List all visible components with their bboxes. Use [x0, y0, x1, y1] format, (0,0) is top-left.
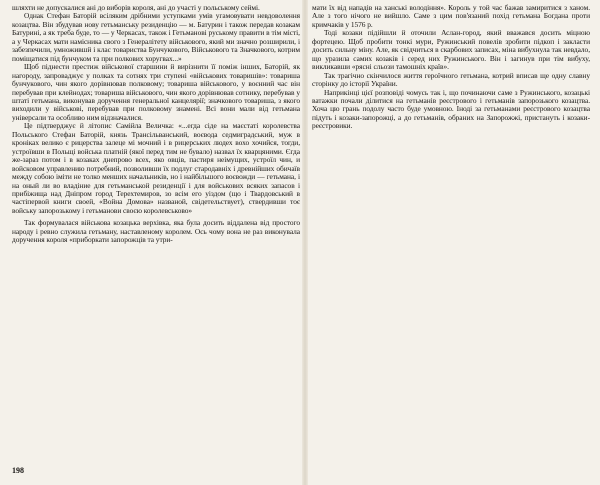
left-page: [12, 4, 300, 245]
page-number: 198: [12, 466, 24, 475]
book-gutter: [302, 0, 308, 485]
right-paragraph-1: мати їх від нападів на ханські володіння». Король у той час бажав замиритися з ханом. Але з того нічого не вийшло. Саме з цим пов'язаний похід гетьмана Богдана проти кримчаків у 1576 р.: [312, 3, 590, 29]
right-paragraph-3: Так трагічно скінчилося життя героїчного гетьмана, котрий вписав ще одну славну сторінку до історії України.: [312, 70, 590, 89]
left-paragraph-3: Щоб піднести престиж військової старшини й вирізнити її поміж інших, Баторій, як нагороду, запроваджує у полках та сотнях три ступені «військових товаришів»: товариша бунчукового, чин якого дорівнював полковому; товариша військового, у воєнний час він перебував при клейнодах; товариша військового, чин якого дорівнював сотнику, перебував у штаті гетьмана, виконував доручення генеральної канцелярії; значкового товариша, з якого виходили у військові, перебував при полковому знамені. Всі вони мали від гетьмана універсали та особливо ним відзначалися.: [12, 62, 300, 122]
left-paragraph-2: Однак Стефан Баторій всіляким дрібними уступками умів угамовувати невдоволення козацтва. Він збудував нову гетьманську резиденцію — м. Батурин і також передав козакам Батурині, а як треба буде, то — у Черкасах, також і Гетьманові руському правити в тім місті, а у Черкасах мати намісника свого з Генералітету військового, який ми значно розширили, і забезпечили, умножившй і клас товариства Бунчукового, Військового та Значкового, котрим поміщатися під бунчуком та при полкових хоругвах...»: [12, 11, 300, 63]
left-paragraph-4: Це підтверджує й літопис Самійла Величка: «...егда сіде на маєстаті королевства Польського Стефан Баторій, князь Трансільванський, воєвода седмиградський, муж в кроніках велико є рицерства залеце мі мочний і в рицерських людех вохо хочийся, тогди, устроївши в Польщі войська платній (якої перед тим не бувало) назвал їх кварцяними. Єгда же-зараз потом і в козаках днепрово всех, яко овців, пастиря неімущих, устроїл чин, и войсковом управлению потребний, позволивши їх подлуг стародавніх і древнійших обичаїв между собою іміти не толко менших начальників, но і найбільшого воєвожди — гетьмана, і на оный ли во владіние для гетьманськой резиденції і для войськових всяких запасов і прибіжища над Дніпром город Терехтемиров, зо всім его уіздом (що і Твардовський в частіпервой книги своей, «Война Домова» названой, свідетельствует), ствердивши тоє войську запорозькому і гетьманови своєю королевськово»: [12, 121, 300, 215]
right-paragraph-4: Наприкінці цієї розповіді чомусь так і, що починаючи саме з Ружинського, козацькі ватажки почали ділитися на гетьманів реєстрового і гетьманів запорозького козацтва. Хоча цю грань подолу часто буде умовною. Іноді за гетьманами реєстрового козацтва підуть і козаки-запорожці, а до гетьманів, обраних на Запорожжі, пристануть і козаки-реєстровики.: [312, 87, 590, 131]
right-page: [312, 4, 590, 131]
left-paragraph-5: Так формувалася військова козацька верхівка, яка була досить віддалена від простого народу і ревно служила гетьману, наставленому королем. Ось чому вона не раз виконувала доручення короля «приборкати запорожців та утри-: [12, 218, 300, 245]
right-paragraph-2: Тоді козаки підійшли й оточили Аслан-город, який вважався досить міцною фортецею. Щоб пробити тонкі мури, Ружинський повелів зробити підкоп і закласти досить сильну міну. Але, як свідчиться в скарбових записах, міна вибухнула так невдало, що уразила самих козаків і серед них Ружинського. Він і загинув при тім вибуху, викликавши «рясні сльози тамошніх країв».: [312, 28, 590, 72]
left-paragraph-1: шляхти не допускалися ані до виборів короля, ані до участі у польському сеймі.: [12, 3, 260, 12]
